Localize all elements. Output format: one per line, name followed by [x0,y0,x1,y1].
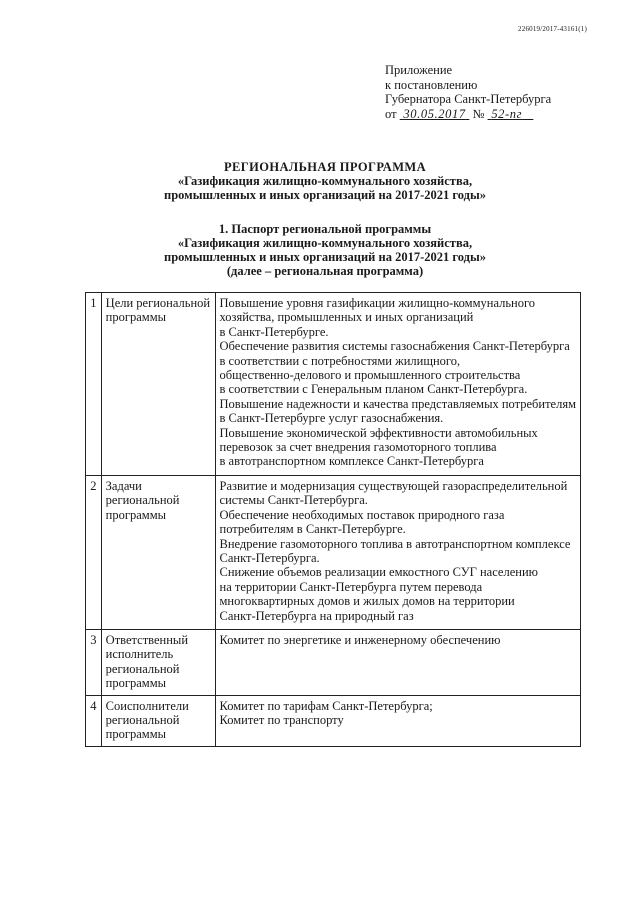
passport-table [85,292,581,747]
row-label-line: программы [105,310,167,325]
table-row [86,629,581,695]
row-label [101,293,215,476]
row-content-line: в автотранспортном комплексе Санкт-Петербурга [219,454,484,469]
appendix-line: Приложение [385,63,453,77]
row-content-line: Санкт-Петербурга на природный газ [219,608,414,623]
row-content-line: Обеспечение развития системы газоснабжения Санкт-Петербурга [219,339,570,354]
row-content-line: Повышение уровня газификации жилищно-коммунального [219,296,536,310]
row-content-line: в Санкт-Петербурге. [219,324,329,339]
row-content-line: общественно-делового и промышленного строительства [219,368,521,383]
appendix-header [385,63,551,121]
row-label-line: Ответственный [105,632,189,647]
row-content-line: в Санкт-Петербурге услуг газоснабжения. [219,411,444,426]
row-content [215,695,580,746]
row-content-line: Обеспечение необходимых поставок природного газа [219,507,505,522]
passport-heading [100,222,550,278]
row-content-line: системы Санкт-Петербурга. [219,493,368,508]
row-content-line: Развитие и модернизация существующей газораспределительной [219,478,568,493]
row-content [215,629,580,695]
passport-line: «Газификация жилищно-коммунального хозяйства, [177,236,473,250]
number-prefix: № [472,106,485,121]
row-content-line: на территории Санкт-Петербурга путем перевода [219,579,483,594]
row-content-line: Снижение объемов реализации емкостного СУГ населению [219,565,538,580]
row-label-line: региональной [105,712,180,727]
passport-line: (далее – региональная программа) [226,264,424,278]
row-content-line: многоквартирных домов и жилых домов на территории [219,594,515,609]
row-content-line: в соответствии с потребностями жилищного, [219,353,461,368]
passport-line: промышленных и иных организаций на 2017-2021 годы» [164,250,486,264]
row-content-line: Внедрение газомоторного топлива в автотранспортном комплексе [219,536,571,551]
row-label-line: региональной [105,493,180,508]
row-label-line: исполнитель [105,647,174,662]
title-line: промышленных и иных организаций на 2017-2021 годы» [164,188,486,202]
row-number: 3 [86,629,102,695]
program-title [100,160,550,202]
row-content-line: перевозок за счет внедрения газомоторного топлива [219,440,497,455]
table-row [86,293,581,476]
row-content [215,475,580,629]
row-content-line: хозяйства, промышленных и иных организаций [219,310,474,325]
row-content-line: потребителям в Санкт-Петербурге. [219,522,406,537]
row-label-line: Цели региональной [105,296,211,310]
title-main: РЕГИОНАЛЬНАЯ ПРОГРАММА [223,160,427,174]
appendix-date-line [385,107,551,122]
decree-number: 52-пг [491,106,523,121]
date-prefix: от [385,106,397,121]
appendix-line: Губернатора Санкт-Петербурга [385,92,552,106]
row-label [101,629,215,695]
appendix-line: к постановлению [385,77,478,92]
row-label-line: Соисполнители [105,698,189,713]
row-number: 4 [86,695,102,746]
row-content-line: Комитет по транспорту [219,712,344,727]
row-content-line: Санкт-Петербурга. [219,550,320,565]
row-label-line: программы [105,676,167,691]
row-number: 1 [86,293,102,476]
document-number: 226019/2017-43161(1) [518,25,587,33]
row-number: 2 [86,475,102,629]
row-content-line: Комитет по тарифам Санкт-Петербурга; [219,698,433,713]
row-label [101,695,215,746]
row-label-line: программы [105,507,167,522]
row-label-line: региональной [105,661,180,676]
row-content-line: в соответствии с Генеральным планом Санкт-Петербурга. [219,382,528,397]
row-content [215,293,580,476]
row-label-line: программы [105,727,167,742]
row-content-line: Повышение надежности и качества представляемых потребителям [219,396,576,411]
row-label [101,475,215,629]
row-content-line: Комитет по энергетике и инженерному обеспечению [219,632,501,647]
decree-date: 30.05.2017 [403,106,466,121]
row-label-line: Задачи [105,478,142,493]
table-row [86,695,581,746]
row-content-line: Повышение экономической эффективности автомобильных [219,425,538,440]
title-line: «Газификация жилищно-коммунального хозяйства, [177,174,473,188]
passport-table-body [86,293,581,747]
table-row [86,475,581,629]
passport-line: 1. Паспорт региональной программы [218,222,432,236]
